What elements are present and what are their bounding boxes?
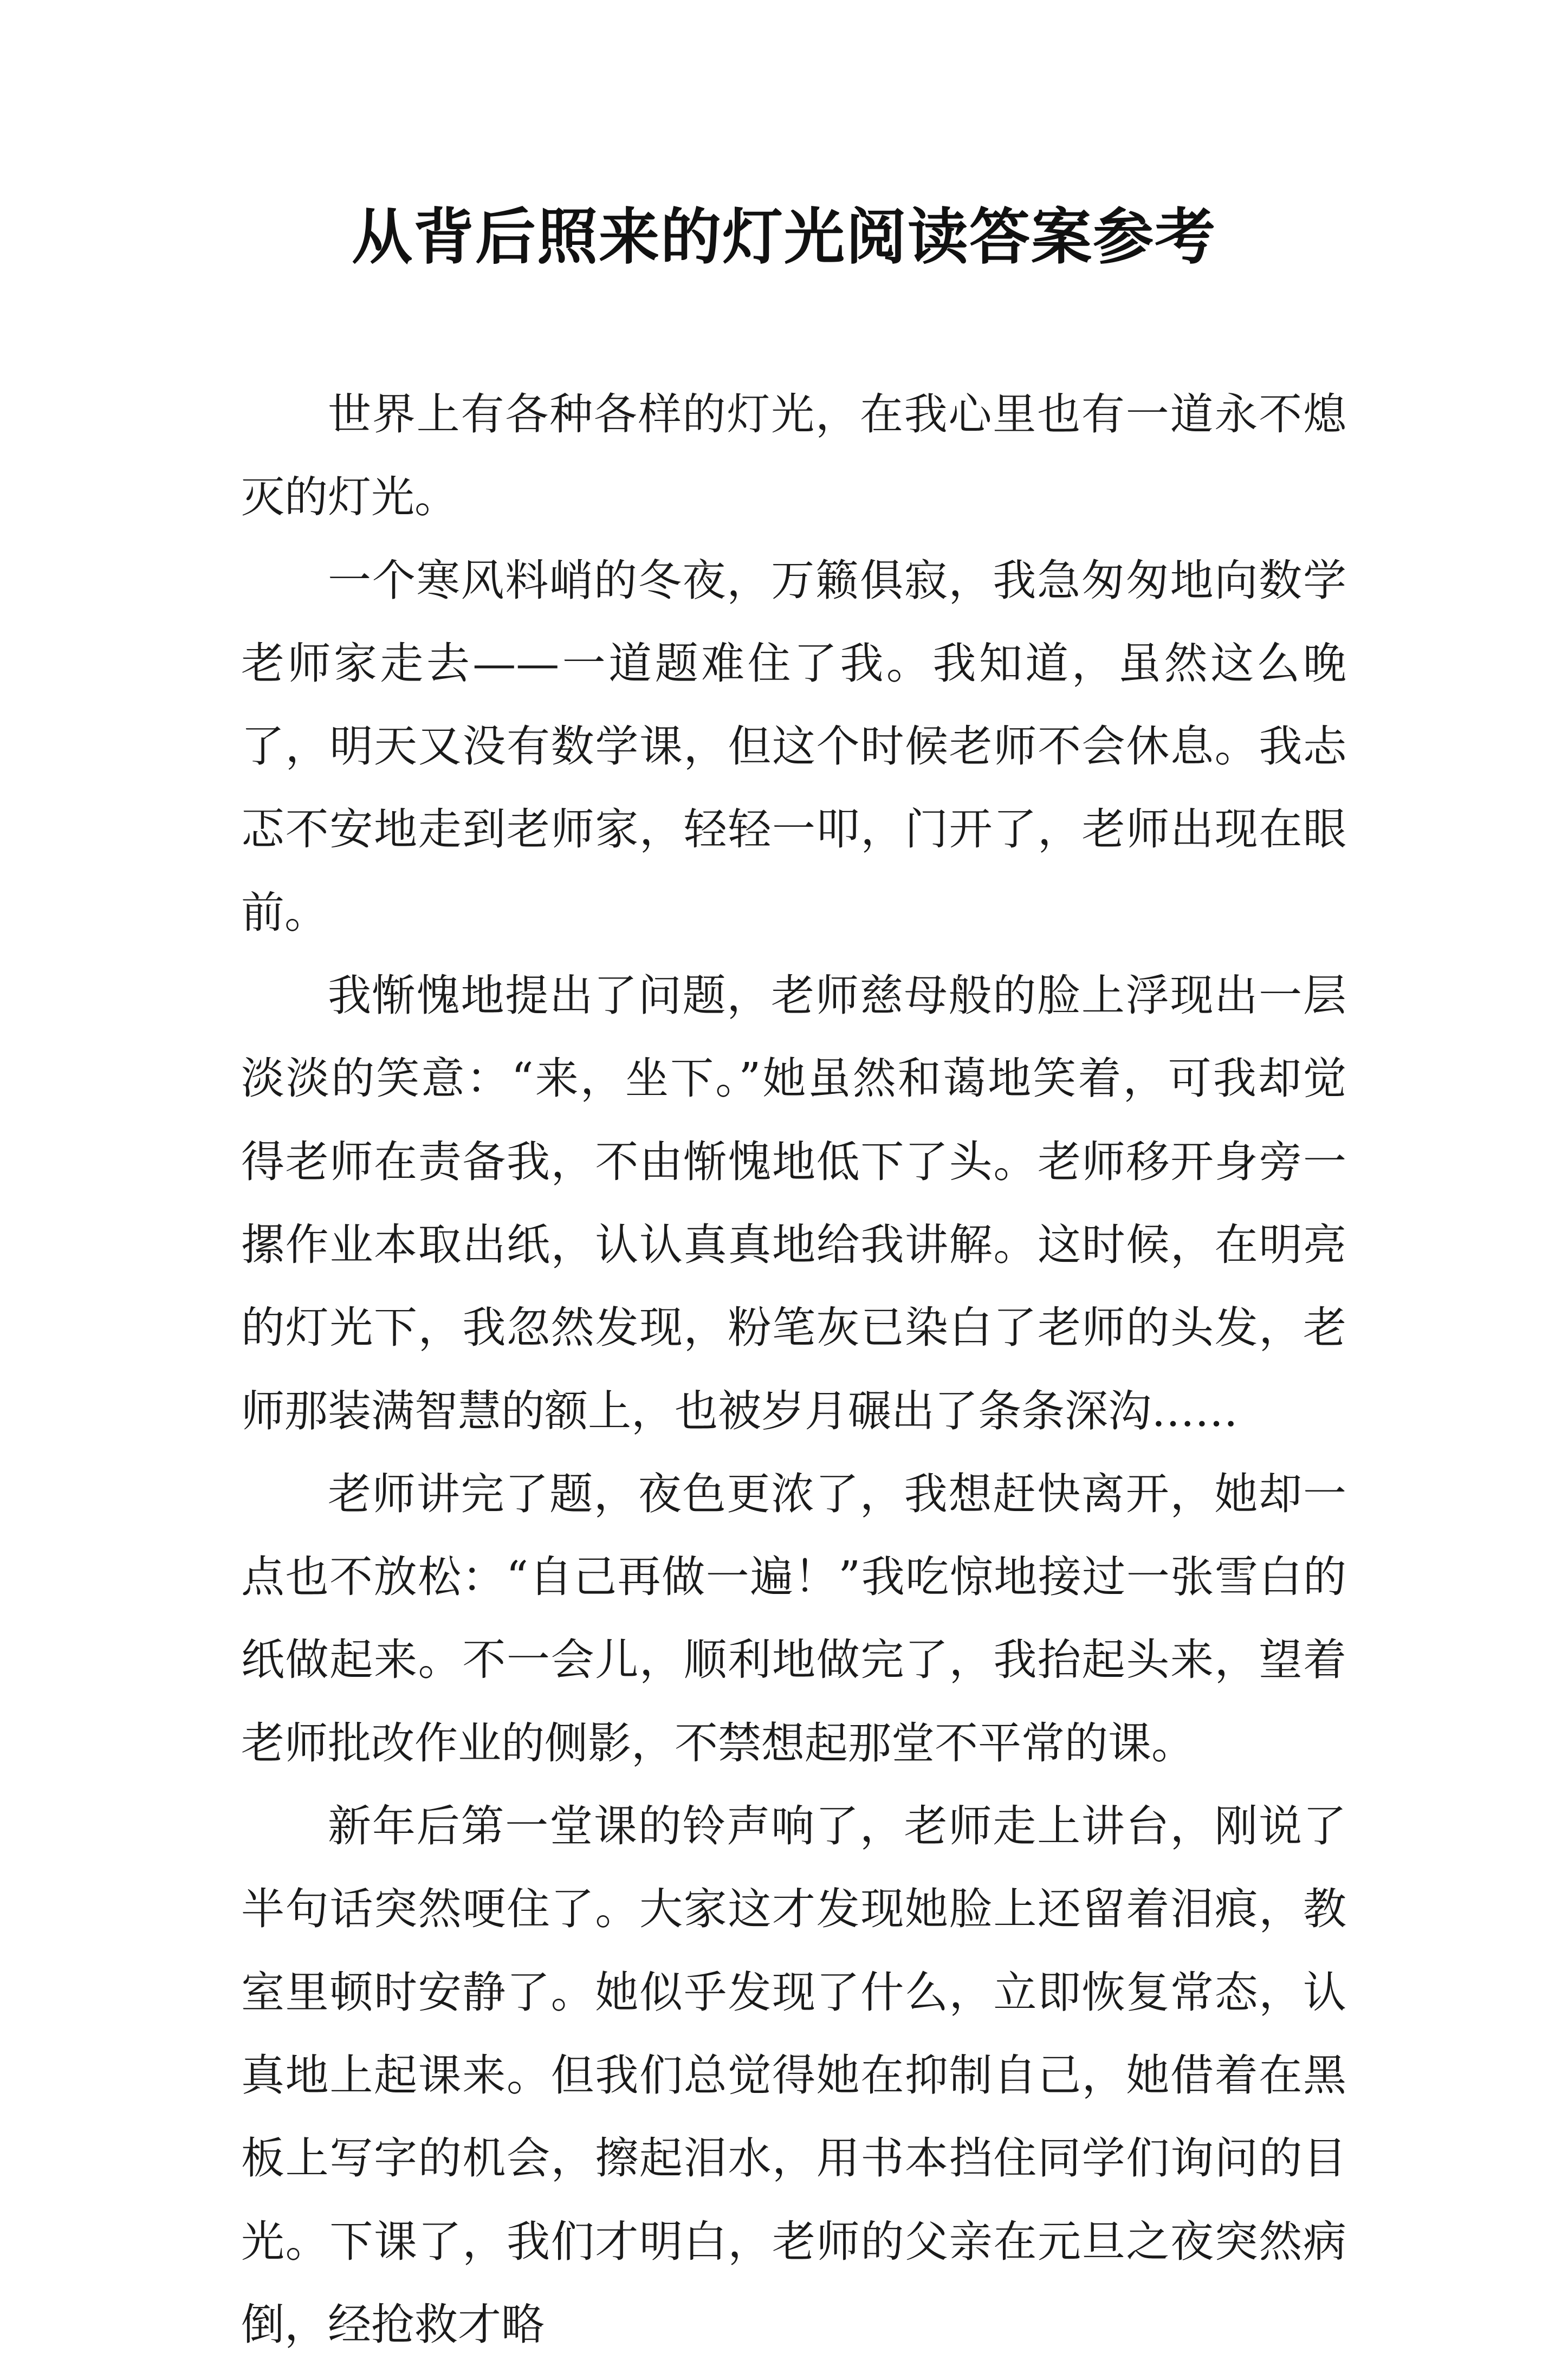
paragraph: 世界上有各种各样的灯光，在我心里也有一道永不熄灭的灯光。 (241, 389, 1346, 523)
paragraph: 老师讲完了题，夜色更浓了，我想赶快离开，她却一点也不放松：“自己再做一遍！”我吃惊地接过一张雪白的纸做起来。不一会儿，顺利地做完了，我抬起头来，望着老师批改作业的侧影，不禁想起那堂不平常的课。 (241, 1468, 1346, 1768)
document-body (241, 373, 1346, 2366)
paragraph: 我惭愧地提出了问题，老师慈母般的脸上浮现出一层淡淡的笑意：“来，坐下。”她虽然和蔼地笑着，可我却觉得老师在责备我，不由惭愧地低下了头。老师移开身旁一摞作业本取出纸，认认真真地给我讲解。这时候，在明亮的灯光下，我忽然发现，粉笔灰已染白了老师的头发，老师那装满智慧的额上，也被岁月碾出了条条深沟…… (241, 970, 1346, 1436)
paragraph: 新年后第一堂课的铃声响了，老师走上讲台，刚说了半句话突然哽住了。大家这才发现她脸上还留着泪痕，教室里顿时安静了。她似乎发现了什么，立即恢复常态，认真地上起课来。但我们总觉得她在抑制自己，她借着在黑板上写字的机会，擦起泪水，用书本挡住同学们询问的目光。下课了，我们才明白，老师的父亲在元旦之夜突然病倒，经抢救才略 (241, 1801, 1346, 2350)
paragraph: 一个寒风料峭的冬夜，万籁俱寂，我急匆匆地向数学老师家走去——一道题难住了我。我知道，虽然这么晚了，明天又没有数学课，但这个时候老师不会休息。我忐忑不安地走到老师家，轻轻一叩，门开了，老师出现在眼前。 (241, 555, 1346, 938)
document-title: 从背后照来的灯光阅读答案参考 (352, 202, 1216, 273)
